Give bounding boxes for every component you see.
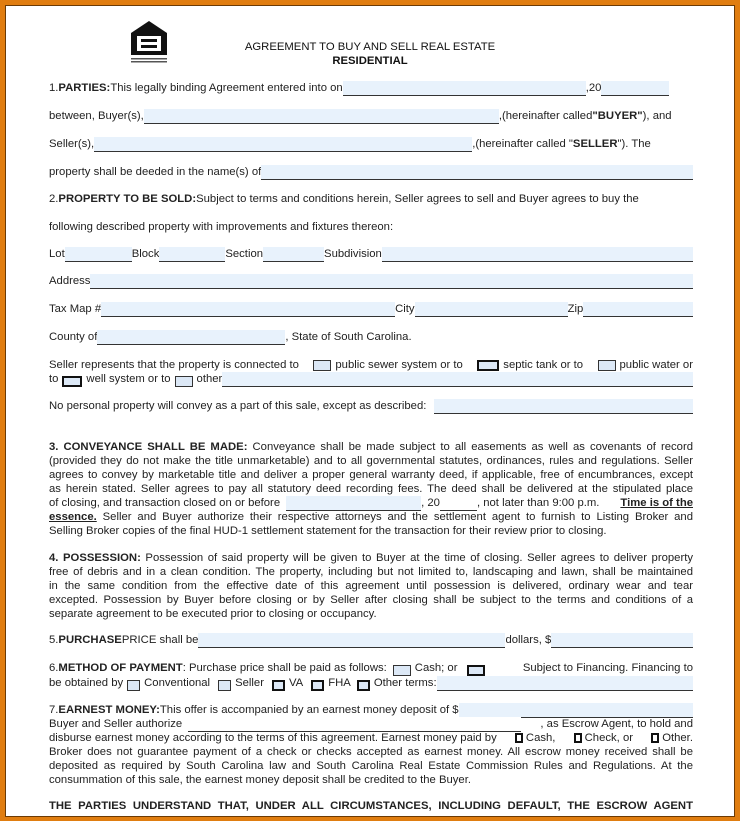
text: essence. [49, 511, 97, 523]
text: free of debris and in a clean condition. The property, including but not limited to, landscaping and lawn, shall be maintained [49, 566, 693, 578]
price-words-field[interactable] [198, 633, 505, 648]
tax-map-field[interactable] [101, 302, 395, 317]
agreement-date-field[interactable] [343, 81, 586, 96]
personal-property-field[interactable] [434, 399, 693, 414]
text: , 20 [421, 497, 440, 509]
other-utility-field[interactable] [222, 372, 693, 387]
text: (provided they do not make the title unmarketable) and to all governmental statutes, ordinances, rules and regulations. Seller [49, 455, 693, 467]
label: septic tank or to [503, 359, 584, 371]
sewer-checkbox[interactable] [313, 360, 331, 371]
block-field[interactable] [159, 247, 225, 262]
address-field[interactable] [90, 274, 693, 289]
water-checkbox[interactable] [598, 360, 616, 371]
label: Conventional [144, 677, 211, 689]
text: , as Escrow Agent, to hold and [540, 718, 693, 730]
financing-checkbox[interactable] [467, 665, 485, 676]
text: to [49, 373, 59, 385]
section-number: 6. [49, 662, 59, 674]
label: Cash, [525, 732, 556, 744]
label: property shall be deeded in the name(s) of [49, 166, 262, 178]
label: Cash; or [414, 662, 458, 674]
label: Section [225, 248, 264, 260]
text: excepted. Possession by Buyer before closing or by Seller after closing shall be subject to the terms and conditions of a [49, 594, 693, 606]
conventional-checkbox[interactable] [127, 680, 140, 691]
section-heading: PURCHASE [58, 634, 122, 646]
text: in the same condition from the effective date of this agreement until possession is delivered, ordinary wear and tear [49, 580, 693, 592]
seller-financing-checkbox[interactable] [218, 680, 231, 691]
section-number: 5. [49, 634, 59, 646]
text: ,(hereinafter called [498, 110, 593, 122]
parties-row [49, 81, 693, 96]
text: Time is of the [620, 497, 693, 509]
section-heading: 3. CONVEYANCE SHALL BE MADE: [49, 441, 248, 453]
text: Buyer and Seller authorize [49, 718, 183, 730]
buyer-field[interactable] [144, 109, 499, 124]
fha-checkbox[interactable] [311, 680, 324, 691]
text: consummation of this sale, the earnest money deposit shall be credited to the Buyer. [49, 774, 471, 786]
label: between, Buyer(s), [49, 110, 144, 122]
label: Address [49, 275, 91, 287]
text: as herein stated. Seller agrees to pay all statutory deed recording fees. The deed shall be delivered at the stipulated place [49, 483, 693, 495]
label: Subdivision [324, 248, 382, 260]
other-utility-checkbox[interactable] [175, 376, 193, 387]
text: : Purchase price shall be paid as follows: [182, 662, 387, 674]
label: Seller [235, 677, 264, 689]
text: separate agreement to be executed prior to closing or occupancy. [49, 608, 377, 620]
label: FHA [328, 677, 351, 689]
city-field[interactable] [415, 302, 568, 317]
text: Possession of said property will be given to Buyer at the time of closing. Seller agrees to deliver property [140, 552, 693, 564]
text: ,(hereinafter called " [472, 138, 573, 150]
section-heading: EARNEST MONEY: [58, 704, 160, 716]
text: Subject to terms and conditions herein, Seller agrees to sell and Buyer agrees to buy the [196, 193, 639, 205]
document-page [5, 5, 735, 817]
text: dollars, $ [505, 634, 552, 646]
other-terms-checkbox[interactable] [357, 680, 370, 691]
seller-field[interactable] [94, 137, 472, 152]
text: Seller represents that the property is connected to [49, 359, 299, 371]
text: agrees to convey by marketable title and deliver a proper general warranty deed, if applicable, free of encumbrances, except [49, 469, 693, 481]
text: be obtained by [49, 677, 124, 689]
cash-checkbox[interactable] [393, 665, 411, 676]
text: No personal property will convey as a part of this sale, except as described: [49, 400, 427, 412]
subdivision-field[interactable] [382, 247, 693, 262]
deeded-names-field[interactable] [261, 165, 693, 180]
label: Tax Map # [49, 303, 102, 315]
text: disburse earnest money according to the terms of this agreement. Earnest money paid by [49, 732, 497, 744]
text: SELLER [572, 138, 618, 150]
text: Selling Broker copies of the final HUD-1 settlement statement for the transaction for their review prior to closing. [49, 525, 607, 537]
section-heading: PARTIES: [58, 82, 111, 94]
text: ,20 [585, 82, 602, 94]
earnest-deposit-field[interactable] [459, 703, 693, 718]
label: public sewer system or to [335, 359, 463, 371]
closing-year-field[interactable] [440, 496, 477, 511]
well-checkbox[interactable] [62, 376, 82, 387]
other-terms-field[interactable] [437, 676, 693, 691]
zip-field[interactable] [583, 302, 693, 317]
text: of closing, and transaction closed on or before [49, 497, 281, 509]
label: County of [49, 331, 98, 343]
county-field[interactable] [97, 330, 285, 345]
label: City [395, 303, 415, 315]
label: Seller(s), [49, 138, 95, 150]
parties-understand-text: THE PARTIES UNDERSTAND THAT, UNDER ALL CIRCUMSTANCES, INCLUDING DEFAULT, THE ESCROW AGENT [49, 800, 693, 812]
label: Zip [567, 303, 584, 315]
label: other [196, 373, 223, 385]
septic-checkbox[interactable] [477, 360, 499, 371]
section-number: 7. [49, 704, 59, 716]
agreement-year-field[interactable] [601, 81, 669, 96]
text: , State of South Carolina. [285, 331, 412, 343]
text: Conveyance shall be made subject to all easements as well as covenants of record [247, 441, 693, 453]
earnest-check-checkbox[interactable] [574, 733, 582, 743]
text: Broker does not guarantee payment of a check or checks accepted as earnest money. All escrow money received shall be [49, 746, 693, 758]
section-heading: METHOD OF PAYMENT [58, 662, 183, 674]
label: public water or [619, 359, 693, 371]
text: This legally binding Agreement entered into on [110, 82, 343, 94]
section-heading: 4. POSSESSION: [49, 552, 141, 564]
label: Other terms: [373, 677, 437, 689]
text: "BUYER" [592, 110, 643, 122]
text: "). The [617, 138, 651, 150]
section-field[interactable] [263, 247, 324, 262]
section-heading: PROPERTY TO BE SOLD: [58, 193, 197, 205]
text: Seller and Buyer authorize their respective attorneys and the settlement agent to furnish to Listing Broker and [96, 511, 693, 523]
text: ), and [642, 110, 672, 122]
label: Other. [662, 732, 693, 744]
text: This offer is accompanied by an earnest money deposit of $ [159, 704, 459, 716]
text: following described property with improvements and fixtures thereon: [49, 221, 394, 233]
earnest-other-checkbox[interactable] [651, 733, 659, 743]
text: deposited as required by South Carolina law and South Carolina Real Estate Commission Rules and Regulations. At the [49, 760, 693, 772]
price-amount-field[interactable] [551, 633, 693, 648]
document-title: AGREEMENT TO BUY AND SELL REAL ESTATE [244, 41, 496, 53]
label: well system or to [86, 373, 171, 385]
label: Lot [49, 248, 65, 260]
va-checkbox[interactable] [272, 680, 285, 691]
section-number: 2. [49, 193, 59, 205]
label: Block [131, 248, 160, 260]
label: Subject to Financing. Financing to [522, 662, 693, 674]
lot-field[interactable] [65, 247, 132, 262]
earnest-cash-checkbox[interactable] [515, 733, 523, 743]
escrow-agent-field[interactable] [188, 717, 521, 732]
section-number: 1. [49, 82, 59, 94]
document-subtitle: RESIDENTIAL [332, 55, 408, 67]
label: Check, or [584, 732, 633, 744]
closing-date-field[interactable] [286, 496, 421, 511]
text: PRICE shall be [121, 634, 199, 646]
text: , not later than 9:00 p.m. [476, 497, 600, 509]
label: VA [288, 677, 304, 689]
